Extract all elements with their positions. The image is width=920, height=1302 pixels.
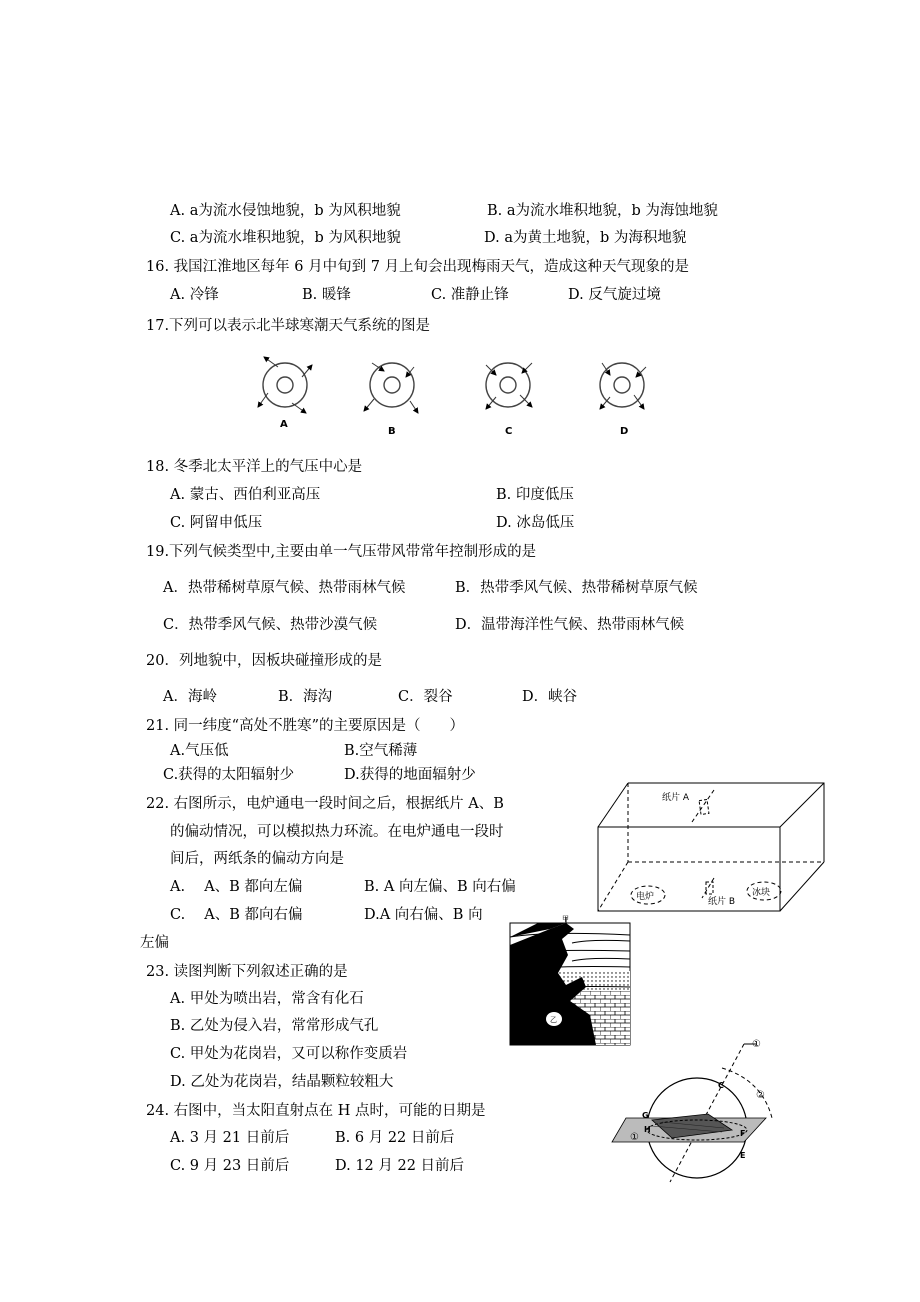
q20-option-c: C．裂谷 (398, 689, 453, 705)
q15-option-d: D. a为黄土地貌，b 为海积地貌 (484, 230, 687, 246)
q20-stem: 20．列地貌中，因板块碰撞形成的是 (146, 653, 382, 669)
q23-option-c: C. 甲处为花岗岩，又可以称作变质岩 (170, 1046, 408, 1062)
q24-option-b: B. 6 月 22 日前后 (335, 1130, 455, 1146)
q19-option-c: C．热带季风气候、热带沙漠气候 (163, 617, 378, 633)
q24-label-1-left: ① (630, 1132, 639, 1143)
q24-label-2: ② (756, 1090, 765, 1101)
q23-rock-figure (510, 915, 632, 1045)
q22-option-c: C. A、B 都向右偏 (170, 907, 303, 923)
q19-option-a: A．热带稀树草原气候、热带雨林气候 (163, 580, 406, 596)
q21-option-a: A.气压低 (170, 743, 229, 759)
q22-stove-label: 电炉 (636, 892, 655, 902)
q17-stem: 17.下列可以表示北半球寒潮天气系统的图是 (146, 318, 431, 334)
q23-yi-label: 乙 (550, 1016, 557, 1024)
q22-option-b: B. A 向左偏、B 向右偏 (364, 879, 516, 895)
q16-stem: 16. 我国江淮地区每年 6 月中旬到 7 月上旬会出现梅雨天气，造成这种天气现象的是 (146, 259, 690, 275)
q22-stem-line3: 间后，两纸条的偏动方向是 (170, 851, 344, 867)
q17-label-c: C (505, 426, 513, 437)
q22-paper-a-label: 纸片 A (662, 793, 690, 803)
q24-sun-figure (612, 1030, 782, 1190)
q17-diagram-a (258, 357, 312, 430)
q24-label-e: E (740, 1151, 746, 1160)
q19-option-d: D．温带海洋性气候、热带雨林气候 (455, 617, 685, 633)
q20-option-d: D．峡谷 (522, 689, 578, 705)
q23-option-a: A. 甲处为喷出岩，常含有化石 (170, 991, 364, 1007)
q18-option-b: B. 印度低压 (496, 487, 574, 503)
q21-stem: 21. 同一纬度“高处不胜寒”的主要原因是（ ） (146, 718, 464, 734)
q24-option-a: A. 3 月 21 日前后 (170, 1130, 290, 1146)
q22-stem-line2: 的偏动情况，可以模拟热力环流。在电炉通电一段时 (170, 824, 504, 840)
q15-option-c: C. a为流水堆积地貌，b 为风积地貌 (170, 230, 401, 246)
q22-ice-label: 冰块 (752, 888, 771, 898)
q17-diagram-d (600, 363, 646, 437)
q23-jia-label: 甲 (562, 915, 569, 923)
q23-option-d: D. 乙处为花岗岩，结晶颗粒较粗大 (170, 1074, 394, 1090)
q24-label-h: H (644, 1125, 651, 1134)
q23-option-b: B. 乙处为侵入岩，常常形成气孔 (170, 1018, 379, 1034)
q21-option-c: C.获得的太阳辐射少 (163, 767, 295, 783)
q20-option-b: B．海沟 (278, 689, 333, 705)
q18-stem: 18. 冬季北太平洋上的气压中心是 (146, 459, 363, 475)
q22-option-d: D.A 向右偏、B 向 (364, 907, 483, 923)
q23-stem: 23. 读图判断下列叙述正确的是 (146, 964, 348, 980)
q16-option-c: C. 准静止锋 (431, 287, 509, 303)
q22-option-a: A. A、B 都向左偏 (170, 879, 303, 895)
q17-diagram-c (486, 363, 532, 437)
q24-label-g: G (642, 1111, 649, 1120)
q21-option-b: B.空气稀薄 (344, 743, 418, 759)
q24-label-f: F (740, 1129, 746, 1138)
q19-option-b: B．热带季风气候、热带稀树草原气候 (455, 580, 698, 596)
q24-label-c: C (718, 1081, 724, 1090)
q22-option-d-cont: 左偏 (140, 935, 169, 951)
q22-paper-b-label: 纸片 B (708, 897, 736, 907)
q16-option-d: D. 反气旋过境 (568, 287, 661, 303)
q17-label-d: D (620, 426, 629, 437)
q16-option-b: B. 暖锋 (302, 287, 351, 303)
q17-diagram-b (364, 363, 418, 437)
q17-figure (250, 355, 670, 440)
q24-stem: 24. 右图中，当太阳直射点在 H 点时，可能的日期是 (146, 1103, 486, 1119)
q18-option-a: A. 蒙古、西伯利亚高压 (170, 487, 321, 503)
q16-option-a: A. 冷锋 (170, 287, 219, 303)
q22-stem-line1: 22. 右图所示，电炉通电一段时间之后，根据纸片 A、B (146, 796, 504, 812)
q17-label-a: A (280, 419, 288, 430)
q24-option-c: C. 9 月 23 日前后 (170, 1158, 290, 1174)
q15-option-b: B. a为流水堆积地貌，b 为海蚀地貌 (487, 203, 718, 219)
q18-option-d: D. 冰岛低压 (496, 515, 575, 531)
q17-label-b: B (388, 426, 396, 437)
q22-box-figure (596, 780, 828, 915)
q20-option-a: A．海岭 (163, 689, 217, 705)
q15-option-a: A. a为流水侵蚀地貌，b 为风积地貌 (170, 203, 401, 219)
q19-stem: 19.下列气候类型中,主要由单一气压带风带常年控制形成的是 (146, 544, 537, 560)
q24-label-1-top: ① (752, 1039, 761, 1050)
q21-option-d: D.获得的地面辐射少 (344, 767, 476, 783)
q18-option-c: C. 阿留申低压 (170, 515, 263, 531)
q24-option-d: D. 12 月 22 日前后 (335, 1158, 465, 1174)
